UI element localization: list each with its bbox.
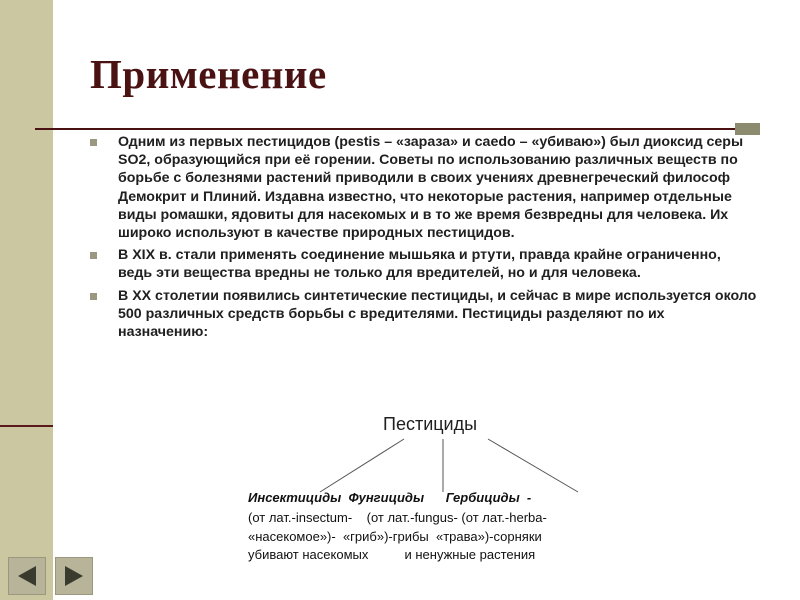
diagram-etymology-row: (от лат.-insectum- (от лат.-fungus- (от лат.-herba- bbox=[248, 510, 547, 525]
connector-line-right bbox=[488, 439, 578, 492]
bullet-text: В XIX в. стали применять соединение мышьяка и ртути, правда крайне ограниченно, ведь эти вещества вредны не только для вредителей, но и для человека. bbox=[118, 247, 721, 282]
next-slide-button[interactable] bbox=[55, 557, 93, 595]
diagram-meaning-row: «насекомое»)- «гриб»)-грибы «трава»)-сорняки bbox=[248, 529, 542, 544]
diagram-root-label: Пестициды bbox=[383, 414, 478, 434]
triangle-right-icon bbox=[61, 563, 87, 589]
triangle-left-icon bbox=[14, 563, 40, 589]
connector-line-left bbox=[320, 439, 404, 492]
slide-title: Применение bbox=[90, 51, 327, 97]
previous-slide-button[interactable] bbox=[8, 557, 46, 595]
diagram-category-row: Инсектициды Фунгициды Гербициды - bbox=[248, 490, 532, 505]
diagram-purpose-row: убивают насекомых и ненужные растения bbox=[248, 547, 536, 562]
bullet-text: В XX столетии появились синтетические пестициды, и сейчас в мире используется около 500 различных средств борьбы с вредителями. Пестициды разделяют по их назначению: bbox=[118, 287, 757, 341]
bullet-text: Одним из первых пестицидов (pestis – «зараза» и caedo – «убиваю») был диоксид серы SO2, образующийся при её горении. Советы по использованию различных веществ по борьбе с болезнями растений приводили в своих учениях древнегреческий философ Демокрит и Плиний. Издавна известно, что некоторые растения, например отдельные виды ромашки, ядовиты для насекомых и в то же время безвредны для человека. Их широко используют в качестве природных пестицидов. bbox=[118, 134, 744, 242]
